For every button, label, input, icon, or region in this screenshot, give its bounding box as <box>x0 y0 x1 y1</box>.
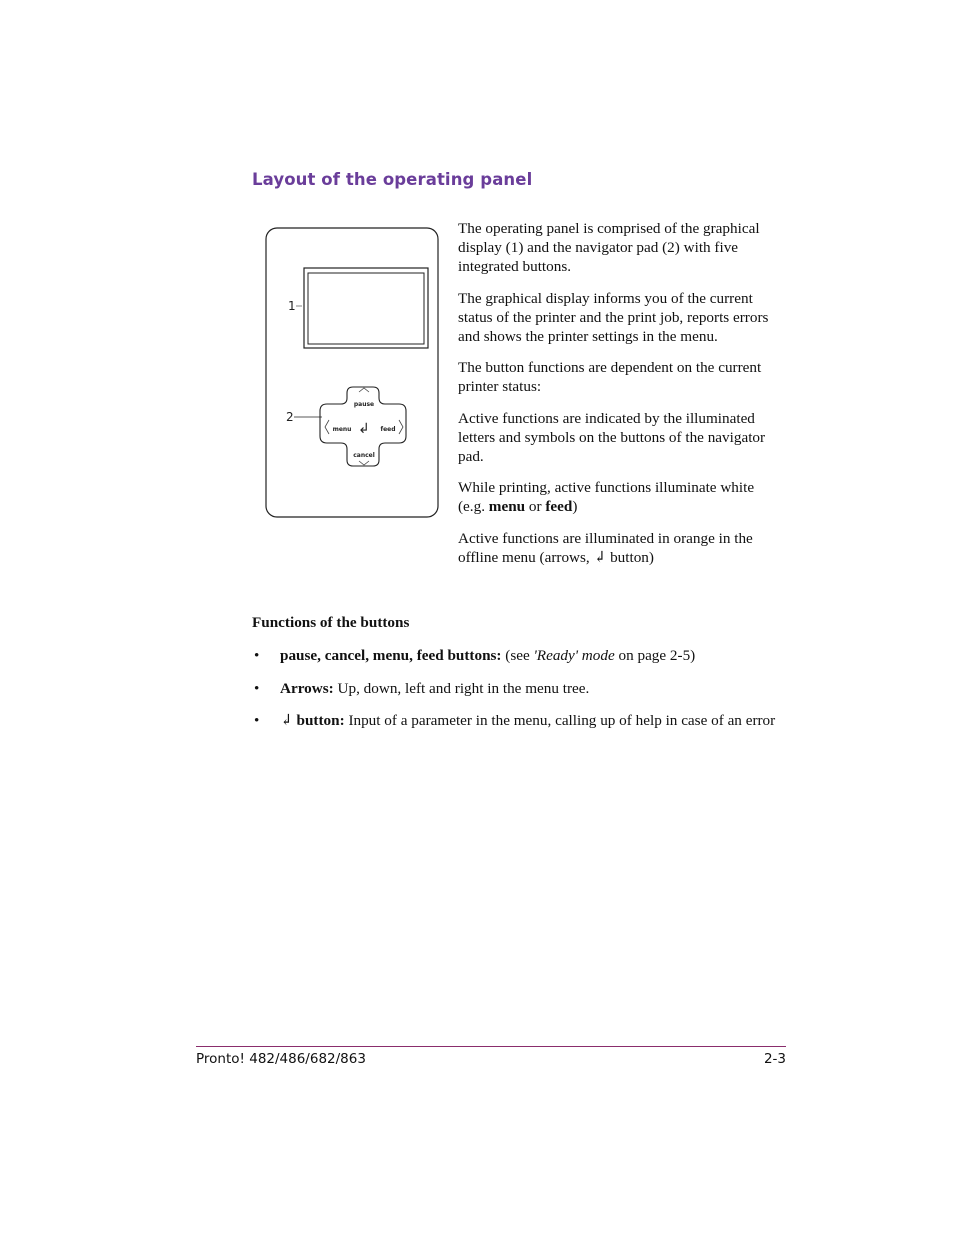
paragraph: The button functions are dependent on the current printer status: <box>458 359 762 395</box>
operating-panel-figure <box>262 226 442 522</box>
footer-product: Pronto! 482/486/682/863 <box>196 1051 366 1067</box>
functions-list <box>252 646 782 744</box>
footer-page-number: 2-3 <box>763 1051 786 1067</box>
panel-description <box>458 219 778 579</box>
paragraph: Active functions are indicated by the illuminated letters and symbols on the buttons of the navigator pad. <box>458 409 766 465</box>
paragraph: The operating panel is comprised of the graphical display (1) and the navigator pad (2) with five integrated buttons. <box>458 220 760 275</box>
bullet: • <box>254 679 260 697</box>
enter-icon: ↲ <box>358 421 370 437</box>
section-heading: Layout of the operating panel <box>252 170 533 189</box>
pad-cancel-label: cancel <box>353 452 375 459</box>
paragraph-white-functions: While printing, active functions illuminate white (e.g. menu or feed) <box>458 479 755 515</box>
functions-heading: Functions of the buttons <box>252 614 410 631</box>
enter-symbol-icon: ↲ <box>593 548 607 566</box>
list-item: • pause, cancel, menu, feed buttons: (see 'Ready' mode on page 2-5) <box>254 647 696 664</box>
paragraph: The graphical display informs you of the current status of the printer and the print job, reports errors and shows the printer settings in the menu. <box>458 289 769 345</box>
pad-pause-label: pause <box>353 401 375 408</box>
callout-1-label: 1 <box>288 299 296 313</box>
list-item: • ↲ button: Input of a parameter in the menu, calling up of help in case of an error <box>254 712 776 729</box>
bullet: • <box>254 647 260 664</box>
pad-menu-label: menu <box>332 426 352 433</box>
menu-keyword: menu <box>488 498 526 515</box>
pad-feed-label: feed <box>380 426 396 433</box>
bullet: • <box>254 712 260 729</box>
paragraph-orange-functions: Active functions are illuminated in orange in the offline menu (arrows, ↲ button) <box>458 529 753 566</box>
cross-reference: 'Ready' mode <box>533 647 615 664</box>
list-item: • Arrows: Up, down, left and right in the menu tree. <box>254 679 590 697</box>
footer-rule <box>196 1046 786 1047</box>
graphical-display <box>304 268 428 348</box>
feed-keyword: feed <box>545 498 573 515</box>
callout-2-label: 2 <box>286 410 294 424</box>
enter-symbol-icon: ↲ <box>280 712 293 729</box>
